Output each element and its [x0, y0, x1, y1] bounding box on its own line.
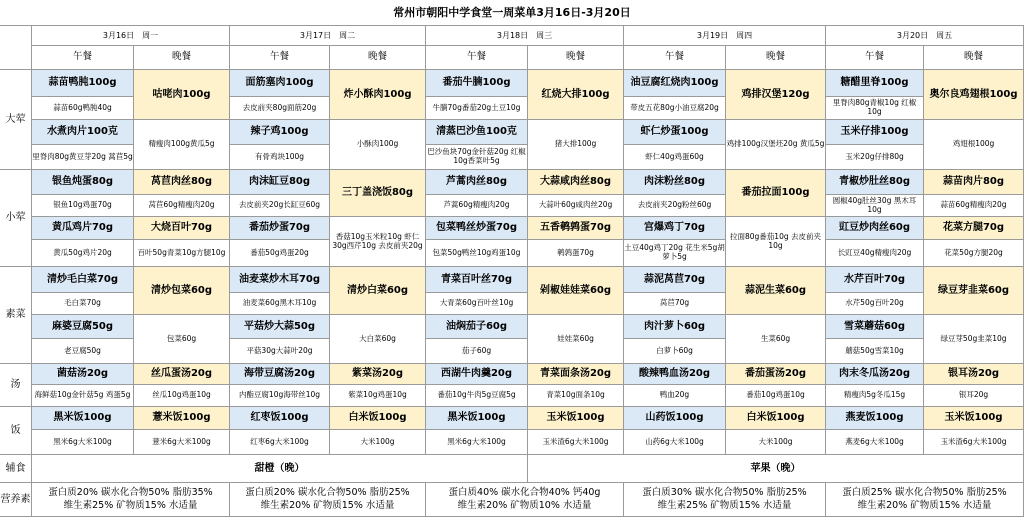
- dish-ingredients: 大米100g: [726, 430, 826, 455]
- corner-cell: [0, 26, 32, 70]
- nutrition-line: 维生素20% 矿物质15% 水适量: [260, 499, 395, 511]
- nutrition-cell: [426, 483, 624, 517]
- dish-name: 红枣饭100g: [230, 407, 330, 430]
- dish-name: 菌菇汤20g: [32, 364, 134, 385]
- dish-name: 薏米饭100g: [134, 407, 230, 430]
- dish-ingredients: 圆椒40g肚丝30g 黑木耳10g: [826, 195, 924, 217]
- nutrition-line: 蛋白质30% 碳水化合物50% 脂肪25%: [642, 487, 807, 499]
- dish-ingredients: 薏米6g大米100g: [134, 430, 230, 455]
- dish-name: 清蒸巴沙鱼100克: [426, 120, 528, 145]
- dish-ingredients: 玉米渣6g大米100g: [528, 430, 624, 455]
- dish-ingredients: 巴沙鱼块70g金针菇20g 红椒10g香菜叶5g: [426, 145, 528, 170]
- dish-name: 油焖茄子60g: [426, 315, 528, 339]
- dish-name: 红烧大排100g: [528, 70, 624, 120]
- dish-ingredients: 去皮前夹20g粉丝60g: [624, 195, 726, 217]
- dish-ingredients: 黄瓜50g鸡片20g: [32, 240, 134, 267]
- dish-name: 虾仁炒蛋100g: [624, 120, 726, 145]
- category-label: 饭: [0, 407, 32, 455]
- dish-name: 豇豆炒肉丝60g: [826, 217, 924, 240]
- dish-name: 五香鹌鹑蛋70g: [528, 217, 624, 240]
- dish-ingredients: 芦蒿60g精瘦肉20g: [426, 195, 528, 217]
- dish-name: 油豆腐红烧肉100g: [624, 70, 726, 97]
- dish-name: 花菜方腿70g: [924, 217, 1024, 240]
- dish-ingredients: 带皮五花80g小油豆腐20g: [624, 97, 726, 120]
- dish-ingredients: 银鱼10g鸡蛋70g: [32, 195, 134, 217]
- nutrition-cell: [32, 483, 230, 517]
- dish-ingredients: 猪大排100g: [528, 120, 624, 170]
- day-date: 3月20日: [896, 30, 929, 40]
- dish-name: 番茄蛋汤20g: [726, 364, 826, 385]
- dish-ingredients: 鸭血20g: [624, 385, 726, 407]
- dish-ingredients: 鸡翅根100g: [924, 120, 1024, 170]
- dish-ingredients: 绿豆芽50g韭菜10g: [924, 315, 1024, 364]
- dish-ingredients: 虾仁40g鸡蛋60g: [624, 145, 726, 170]
- meal-label-lunch: 午餐: [32, 46, 134, 70]
- dish-ingredients: 蒜苗60g鸭肫40g: [32, 97, 134, 120]
- dish-name: 青椒炒肚丝80g: [826, 170, 924, 195]
- dish-ingredients: 内酯豆腐10g海带丝10g: [230, 385, 330, 407]
- day-header: [230, 26, 426, 46]
- dish-name: 蒜泥莴苣70g: [624, 267, 726, 293]
- dish-ingredients: 红枣6g大米100g: [230, 430, 330, 455]
- dish-name: 莴苣肉丝80g: [134, 170, 230, 195]
- dish-ingredients: 蘑菇50g雪菜10g: [826, 339, 924, 364]
- meal-label-dinner: 晚餐: [134, 46, 230, 70]
- dish-ingredients: 番茄10g鸡蛋10g: [726, 385, 826, 407]
- meal-label-lunch: 午餐: [826, 46, 924, 70]
- day-header: [624, 26, 826, 46]
- nutrition-line: 维生素25% 矿物质15% 水适量: [63, 499, 198, 511]
- dish-name: 青菜面条汤20g: [528, 364, 624, 385]
- dish-ingredients: 油麦菜60g黑木耳10g: [230, 293, 330, 315]
- dish-name: 肉末冬瓜汤20g: [826, 364, 924, 385]
- nutrition-line: 蛋白质25% 碳水化合物50% 脂肪25%: [842, 487, 1007, 499]
- day-weekday: 周一: [142, 30, 159, 40]
- dish-name: 雪菜蘑菇60g: [826, 315, 924, 339]
- dish-name: 清炒包菜60g: [134, 267, 230, 315]
- dish-name: 鸡排汉堡120g: [726, 70, 826, 120]
- dish-name: 玉米仔排100g: [826, 120, 924, 145]
- nutrition-line: 蛋白质20% 碳水化合物50% 脂肪25%: [245, 487, 410, 499]
- day-weekday: 周五: [936, 30, 953, 40]
- dish-ingredients: 莴苣70g: [624, 293, 726, 315]
- dish-ingredients: 海鲜菇10g金针菇5g 鸡蛋5g: [32, 385, 134, 407]
- dish-ingredients: 拉面80g番茄10g 去皮前夹10g: [726, 217, 826, 267]
- dish-ingredients: 牛腩70g番茄20g土豆10g: [426, 97, 528, 120]
- dish-ingredients: 鹌鹑蛋70g: [528, 240, 624, 267]
- dish-name: 番茄炒蛋70g: [230, 217, 330, 240]
- nutrition-line: 维生素20% 矿物质15% 水适量: [857, 499, 992, 511]
- category-label: 辅食: [0, 455, 32, 483]
- dish-ingredients: 玉米渣6g大米100g: [924, 430, 1024, 455]
- dish-ingredients: 娃娃菜60g: [528, 315, 624, 364]
- dish-ingredients: 有骨鸡块100g: [230, 145, 330, 170]
- dish-name: 肉沫缸豆80g: [230, 170, 330, 195]
- dish-ingredients: 银耳20g: [924, 385, 1024, 407]
- dish-ingredients: 精瘦肉100g黄瓜5g: [134, 120, 230, 170]
- dish-ingredients: 茄子60g: [426, 339, 528, 364]
- dish-name: 海带豆腐汤20g: [230, 364, 330, 385]
- dish-ingredients: 水芹50g百叶20g: [826, 293, 924, 315]
- dish-name: 剁椒娃娃菜60g: [528, 267, 624, 315]
- nutrition-line: 维生素25% 矿物质15% 水适量: [657, 499, 792, 511]
- dish-name: 糖醋里脊100g: [826, 70, 924, 97]
- dish-ingredients: 白萝卜60g: [624, 339, 726, 364]
- nutrition-line: 蛋白质20% 碳水化合物50% 脂肪35%: [48, 487, 213, 499]
- dish-name: 青菜百叶丝70g: [426, 267, 528, 293]
- dish-ingredients: 大青菜60g百叶丝10g: [426, 293, 528, 315]
- side-dish-left: 甜橙（晚）: [32, 455, 528, 483]
- dish-name: 宫爆鸡丁70g: [624, 217, 726, 240]
- dish-ingredients: 里脊肉80g黄豆芽20g 蒿苣5g: [32, 145, 134, 170]
- dish-ingredients: 玉米20g仔排80g: [826, 145, 924, 170]
- dish-name: 面筋塞肉100g: [230, 70, 330, 97]
- meal-label-lunch: 午餐: [624, 46, 726, 70]
- dish-ingredients: 莴苣60g精瘦肉20g: [134, 195, 230, 217]
- dish-ingredients: 番茄50g鸡蛋20g: [230, 240, 330, 267]
- nutrition-cell: [230, 483, 426, 517]
- meal-label-dinner: 晚餐: [924, 46, 1024, 70]
- dish-name: 番茄牛腩100g: [426, 70, 528, 97]
- dish-name: 银耳汤20g: [924, 364, 1024, 385]
- dish-ingredients: 包菜60g: [134, 315, 230, 364]
- dish-name: 玉米饭100g: [528, 407, 624, 430]
- nutrition-line: 蛋白质40% 碳水化合物40% 钙40g: [448, 487, 601, 499]
- dish-name: 水芹百叶70g: [826, 267, 924, 293]
- dish-ingredients: 番茄10g牛肉5g豆腐5g: [426, 385, 528, 407]
- dish-name: 白米饭100g: [726, 407, 826, 430]
- meal-label-dinner: 晚餐: [330, 46, 426, 70]
- side-dish-right: 苹果（晚）: [528, 455, 1024, 483]
- dish-name: 水煮肉片100克: [32, 120, 134, 145]
- dish-ingredients: 老豆腐50g: [32, 339, 134, 364]
- category-label: 大荤: [0, 70, 32, 170]
- day-header: [32, 26, 230, 46]
- dish-name: 咕咾肉100g: [134, 70, 230, 120]
- category-label: 营养素: [0, 483, 32, 517]
- dish-name: 黄瓜鸡片70g: [32, 217, 134, 240]
- dish-name: 肉汁萝卜60g: [624, 315, 726, 339]
- dish-ingredients: 鸡排100g汉堡坯20g 黄瓜5g: [726, 120, 826, 170]
- meal-label-lunch: 午餐: [426, 46, 528, 70]
- dish-name: 紫菜汤20g: [330, 364, 426, 385]
- dish-ingredients: 蒜苗60g精瘦肉20g: [924, 195, 1024, 217]
- day-header: [826, 26, 1024, 46]
- dish-name: 绿豆芽韭菜60g: [924, 267, 1024, 315]
- dish-ingredients: 花菜50g方腿20g: [924, 240, 1024, 267]
- dish-name: 肉沫粉丝80g: [624, 170, 726, 195]
- dish-name: 大蒜咸肉丝80g: [528, 170, 624, 195]
- day-date: 3月19日: [696, 30, 729, 40]
- page-title: 常州市朝阳中学食堂一周菜单3月16日-3月20日: [0, 0, 1024, 26]
- dish-name: 番茄拉面100g: [726, 170, 826, 217]
- meal-label-dinner: 晚餐: [726, 46, 826, 70]
- dish-ingredients: 大蒜叶60g咸肉丝20g: [528, 195, 624, 217]
- dish-ingredients: 里脊肉80g青椒10g 红椒10g: [826, 97, 924, 120]
- day-date: 3月16日: [102, 30, 135, 40]
- dish-name: 包菜鸭丝炒蛋70g: [426, 217, 528, 240]
- dish-ingredients: 香菇10g玉米粒10g 虾仁30g西芹10g 去皮前夹20g: [330, 217, 426, 267]
- dish-ingredients: 去皮前夹20g长缸豆60g: [230, 195, 330, 217]
- dish-name: 清炒白菜60g: [330, 267, 426, 315]
- category-label: 汤: [0, 364, 32, 407]
- dish-ingredients: 平菇30g大蒜叶20g: [230, 339, 330, 364]
- dish-ingredients: 毛白菜70g: [32, 293, 134, 315]
- dish-name: 白米饭100g: [330, 407, 426, 430]
- dish-name: 山药饭100g: [624, 407, 726, 430]
- day-date: 3月18日: [496, 30, 529, 40]
- dish-name: 蒜苗鸭肫100g: [32, 70, 134, 97]
- category-label: 素菜: [0, 267, 32, 364]
- dish-name: 黑米饭100g: [32, 407, 134, 430]
- dish-name: 平菇炒大蒜50g: [230, 315, 330, 339]
- dish-ingredients: 土豆40g鸡丁20g 花生米5g胡萝卜5g: [624, 240, 726, 267]
- dish-name: 大烧百叶70g: [134, 217, 230, 240]
- dish-ingredients: 丝瓜10g鸡蛋10g: [134, 385, 230, 407]
- dish-ingredients: 燕麦6g大米100g: [826, 430, 924, 455]
- day-weekday: 周四: [736, 30, 753, 40]
- day-header: [426, 26, 624, 46]
- dish-ingredients: 青菜10g面条10g: [528, 385, 624, 407]
- dish-name: 辣子鸡100g: [230, 120, 330, 145]
- dish-ingredients: 生菜60g: [726, 315, 826, 364]
- dish-ingredients: 紫菜10g鸡蛋10g: [330, 385, 426, 407]
- dish-name: 三丁盖浇饭80g: [330, 170, 426, 217]
- dish-ingredients: 黑米6g大米100g: [426, 430, 528, 455]
- dish-ingredients: 精瘦肉5g冬瓜15g: [826, 385, 924, 407]
- dish-name: 蒜苗肉片80g: [924, 170, 1024, 195]
- dish-ingredients: 大米100g: [330, 430, 426, 455]
- dish-ingredients: 百叶50g青菜10g方腿10g: [134, 240, 230, 267]
- dish-name: 丝瓜蛋汤20g: [134, 364, 230, 385]
- dish-name: 奥尔良鸡翅根100g: [924, 70, 1024, 120]
- dish-name: 酸辣鸭血汤20g: [624, 364, 726, 385]
- dish-ingredients: 长豇豆40g精瘦肉20g: [826, 240, 924, 267]
- dish-name: 芦蒿肉丝80g: [426, 170, 528, 195]
- dish-name: 燕麦饭100g: [826, 407, 924, 430]
- meal-label-lunch: 午餐: [230, 46, 330, 70]
- dish-name: 油麦菜炒木耳70g: [230, 267, 330, 293]
- nutrition-line: 维生素20% 矿物质10% 水适量: [457, 499, 592, 511]
- nutrition-cell: [826, 483, 1024, 517]
- dish-name: 玉米饭100g: [924, 407, 1024, 430]
- meal-label-dinner: 晚餐: [528, 46, 624, 70]
- dish-name: 西湖牛肉羹20g: [426, 364, 528, 385]
- dish-name: 麻婆豆腐50g: [32, 315, 134, 339]
- day-weekday: 周二: [339, 30, 356, 40]
- dish-name: 蒜泥生菜60g: [726, 267, 826, 315]
- dish-ingredients: 包菜50g鸭丝10g鸡蛋10g: [426, 240, 528, 267]
- dish-name: 清炒毛白菜70g: [32, 267, 134, 293]
- dish-name: 银鱼炖蛋80g: [32, 170, 134, 195]
- dish-name: 炸小酥肉100g: [330, 70, 426, 120]
- dish-ingredients: 大白菜60g: [330, 315, 426, 364]
- dish-ingredients: 去皮前夹80g面筋20g: [230, 97, 330, 120]
- dish-ingredients: 小酥肉100g: [330, 120, 426, 170]
- category-label: 小荤: [0, 170, 32, 267]
- dish-ingredients: 山药6g大米100g: [624, 430, 726, 455]
- day-weekday: 周三: [536, 30, 553, 40]
- dish-ingredients: 黑米6g大米100g: [32, 430, 134, 455]
- day-date: 3月17日: [299, 30, 332, 40]
- dish-name: 黑米饭100g: [426, 407, 528, 430]
- nutrition-cell: [624, 483, 826, 517]
